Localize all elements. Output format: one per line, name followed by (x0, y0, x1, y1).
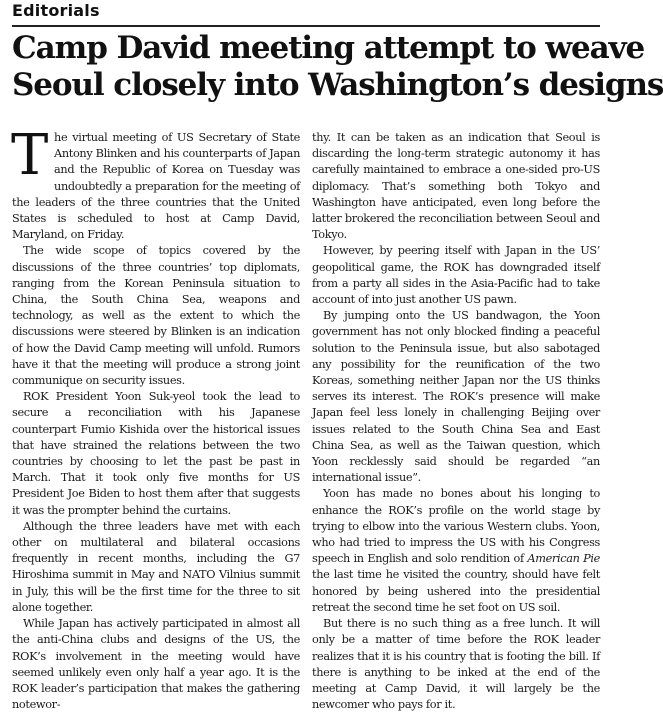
song-title: American Pie (527, 552, 600, 566)
paragraph-7: By jumping onto the US bandwagon, the Yoon government has not only blocked finding a peaceful solution to the Peninsula issue, but also sabotaged any possibility for the reunification of the two Koreas, something neither Japan nor the US thinks serves its interest. The ROK’s presence will make Japan feel less lonely in challenging Beijing over issues related to the South China Sea and East China Sea, as well as the Taiwan question, which Yoon recklessly said should be regarded “an international issue”. (312, 309, 600, 485)
headline (12, 30, 663, 104)
paragraph-3: ROK President Yoon Suk-yeol took the lead to secure a reconciliation with his Japanese counterpart Fumio Kishida over the historical issues that have strained the relations between the two countries by choosing to let the past be past in March. That it took only five months for US President Joe Biden to host them after that suggests it was the prompter behind the curtains. (12, 390, 300, 517)
article-column-left (11, 123, 300, 712)
paragraph-2: The wide scope of topics covered by the discussions of the three countries’ top diplomats, ranging from the Korean Peninsula situation to China, the South China Sea, weapons and technology, as well as the extent to which the discussions were steered by Blinken is an indication of how the David Camp meeting will unfold. Rumors have it that the meeting will produce a strong joint communique on security issues. (12, 244, 300, 388)
paragraph-1 (11, 123, 300, 243)
section-label: Editorials (12, 1, 100, 20)
paragraph-5-continued: thy. It can be taken as an indication that Seoul is discarding the long-term strategic autonomy it has carefully maintained to embrace a one-sided pro-US diplomacy. That’s something both Tokyo and Washington have anticipated, even long before the latter brokered the reconciliation between Seoul and Tokyo. (312, 131, 600, 242)
paragraph-8-text-b: the last time he visited the country, should have felt honored by being ushered into the presidential retreat the second time he set foot on US soil. (312, 568, 600, 614)
drop-cap: T (11, 123, 49, 188)
paragraph-5: While Japan has actively participated in almost all the anti-China clubs and designs of the US, the ROK’s involvement in the meeting would have seemed unlikely even only half a year ago. It is the ROK leader’s participation that makes the gathering notewor- (12, 617, 300, 712)
article-column-right (312, 130, 600, 712)
paragraph-4: Although the three leaders have met with each other on multilateral and bilateral occasions frequently in recent months, including the G7 Hiroshima summit in May and NATO Vilnius summit in July, this will be the first time for the three to sit alone together. (12, 519, 300, 614)
paragraph-9: But there is no such thing as a free lunch. It will only be a matter of time before the ROK leader realizes that it is his country that is footing the bill. If there is anything to be inked at the end of the meeting at Camp David, it will largely be the newcomer who pays for it. (312, 617, 600, 712)
paragraph-1-text: he virtual meeting of US Secretary of State Antony Blinken and his counterparts of Japan and the Republic of Korea on Tuesday was undoubtedly a preparation for the meeting of the leaders of the three countries that the United States is scheduled to host at Camp David, Maryland, on Friday. (12, 131, 300, 242)
headline-line-2: Seoul closely into Washington’s designs (12, 67, 663, 103)
paragraph-6: However, by peering itself with Japan in the US’ geopolitical game, the ROK has downgraded itself from a party all sides in the Asia-Pacific had to take account of into just another US pawn. (312, 244, 600, 307)
paragraph-8-text-a: Yoon has made no bones about his longing to enhance the ROK’s profile on the world stage by trying to elbow into the various Western clubs. Yoon, who had tried to impress the US with his Congress speech in English and solo rendition of (312, 487, 600, 566)
section-divider (12, 25, 600, 27)
paragraph-8 (312, 486, 600, 616)
headline-line-1: Camp David meeting attempt to weave (12, 30, 645, 66)
